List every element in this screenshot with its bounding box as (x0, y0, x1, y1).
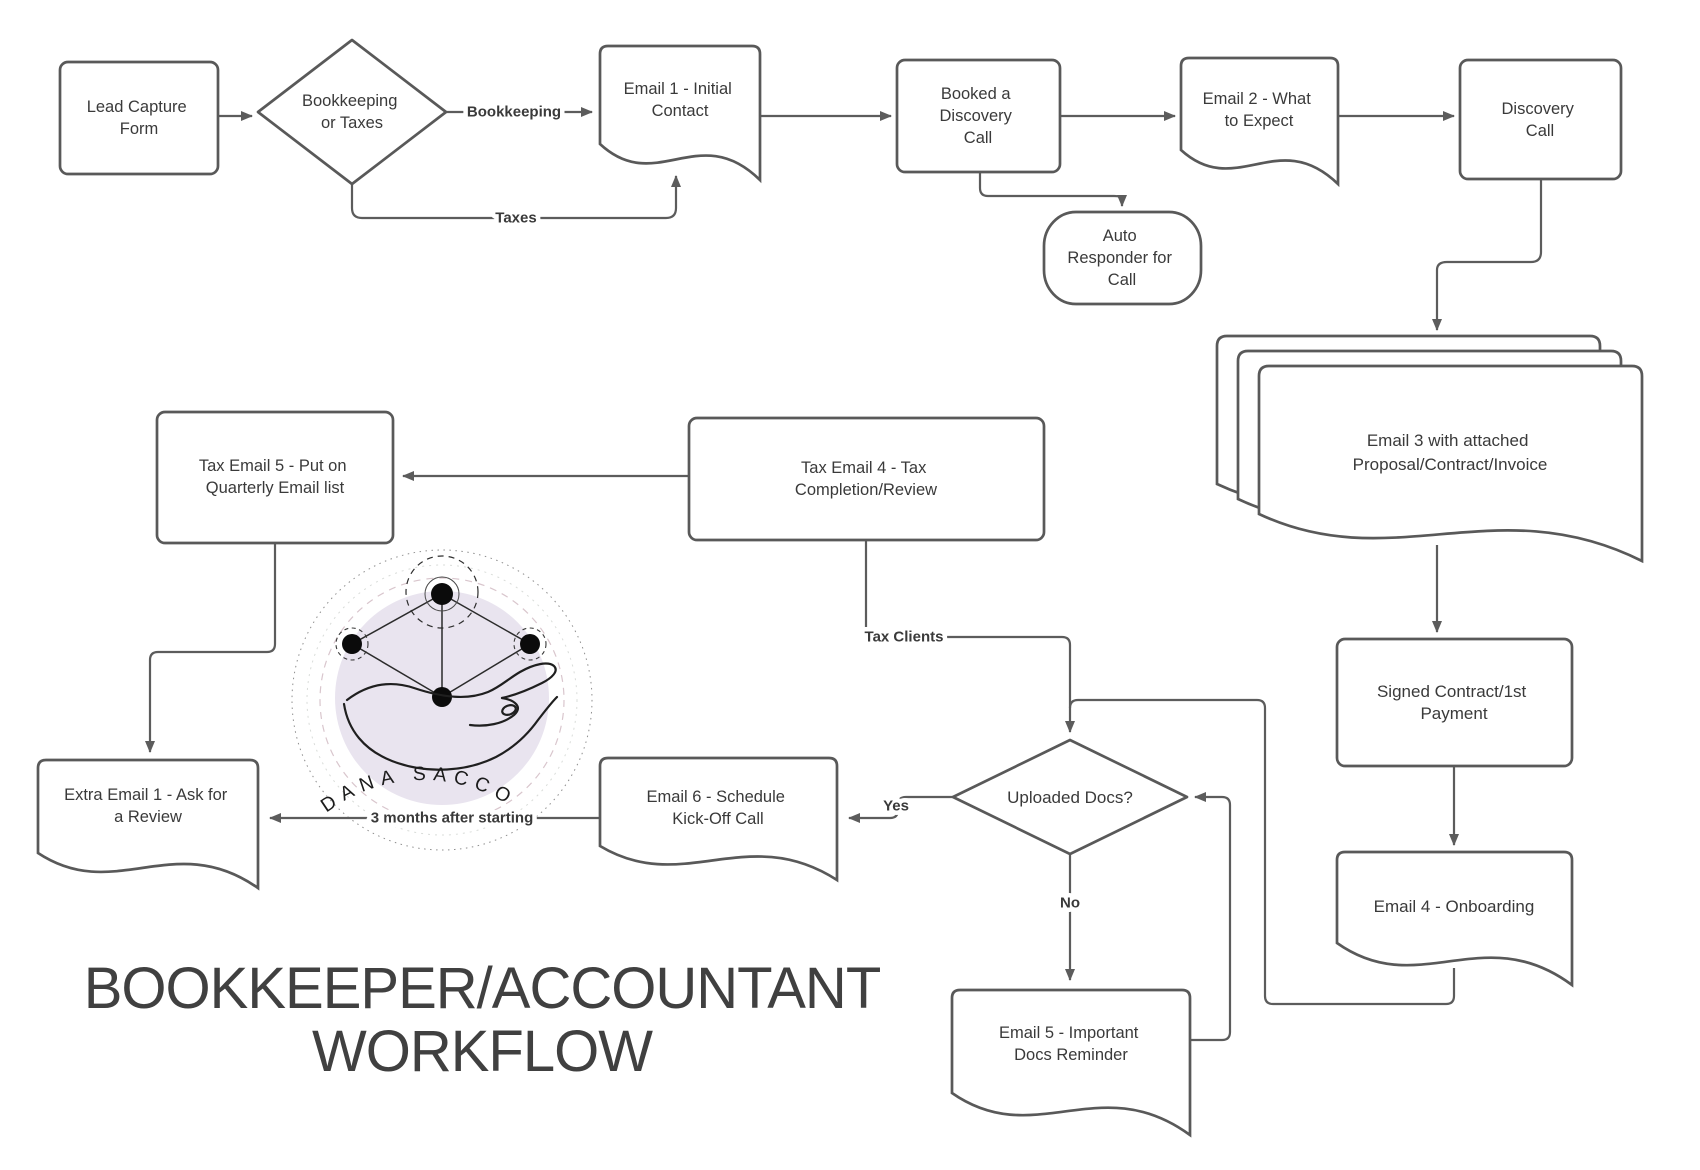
brand-name-arc: DANA SACCO (316, 763, 521, 817)
decision-diamond-shape (258, 40, 446, 184)
edge-label-tax-clients: Tax Clients (864, 628, 944, 646)
edge-taxemail5-to-extraemail (150, 543, 275, 752)
brand-logo (292, 550, 592, 850)
process-shape (1460, 60, 1621, 179)
svg-text:Email 6 - Schedule Kic: Email 6 - Schedule Kick-Off Call (646, 788, 785, 828)
node-email3-proposal-contract-invoice (1217, 336, 1642, 561)
title-line2: WORKFLOW (312, 1019, 652, 1084)
node-bookkeeping-or-taxes-decision (258, 40, 446, 184)
edge-label-taxes: Taxes (495, 209, 537, 227)
svg-text:Extra Email 1 - Ask for: Extra Email 1 - Ask for a Review (64, 786, 228, 826)
title-line1: BOOKKEEPER/ACCOUNTANT (83, 956, 881, 1021)
node-booked-discovery-call (897, 60, 1060, 172)
node-discovery-call (1460, 60, 1621, 179)
diagram-title (84, 956, 881, 1084)
node-tax-email5-quarterly-list (157, 412, 393, 543)
node-extra-email1-ask-for-review (38, 760, 258, 888)
process-shape (60, 62, 218, 174)
node-lead-capture-form (60, 62, 218, 174)
edge-label-yes: Yes (883, 797, 909, 815)
edge-booked-to-autoresponder (980, 172, 1122, 206)
svg-text:Email 2 - What to Expe: Email 2 - What to Expect (1202, 90, 1311, 130)
document-shape (1337, 852, 1572, 985)
process-shape (157, 412, 393, 543)
node-uploaded-docs-decision (953, 740, 1187, 854)
svg-text:Signed Contract/1st Pa: Signed Contract/1st Payment (1376, 681, 1527, 723)
svg-text:Email 5 - Important Do: Email 5 - Important Docs Reminder (999, 1024, 1139, 1064)
svg-text:Tax Email 4 - Tax Comp: Tax Email 4 - Tax Completion/Review (794, 459, 938, 499)
edge-label-three-months: 3 months after starting (370, 809, 534, 827)
svg-text:Bookkeeping or Taxes: Bookkeeping or Taxes (301, 92, 398, 132)
svg-text:Email 3 with attached: Email 3 with attached Proposal/Contract/Invoice (1352, 430, 1548, 474)
svg-text:Lead Capture Form: Lead Capture Form (86, 98, 187, 138)
svg-text:Tax Email 5 - Put on Q: Tax Email 5 - Put on Quarterly Email list (198, 457, 347, 497)
svg-text:Auto Responder for: Auto Responder for Call (1067, 227, 1172, 289)
node-email6-schedule-kickoff-call (600, 758, 837, 880)
connectors (150, 112, 1541, 1040)
node-email4-onboarding (1337, 852, 1572, 985)
svg-text:Uploaded Docs?: Uploaded Docs? (1007, 787, 1133, 807)
node-email1-initial-contact (600, 46, 760, 180)
svg-text:Email 4 - Onboarding: Email 4 - Onboarding (1373, 896, 1535, 916)
node-auto-responder-for-call (1044, 212, 1201, 304)
process-shape (689, 418, 1044, 540)
node-signed-contract-first-payment (1337, 639, 1572, 766)
edge-label-no: No (1060, 894, 1080, 912)
node-tax-email4-completion-review (689, 418, 1044, 540)
node-email5-important-docs-reminder (952, 990, 1190, 1135)
edge-label-bookkeeping: Bookkeeping (466, 103, 562, 121)
svg-text:Email 1 - Initial Cont: Email 1 - Initial Contact (623, 80, 732, 120)
svg-text:Discovery Call: Discovery Call (1501, 100, 1574, 140)
edge-email5-loop-to-decision2 (1190, 797, 1230, 1040)
process-shape (1337, 639, 1572, 766)
svg-text:Booked a Discovery: Booked a Discovery Call (939, 85, 1012, 147)
edge-discovery-to-email3 (1437, 179, 1541, 330)
node-email2-what-to-expect (1181, 58, 1338, 184)
